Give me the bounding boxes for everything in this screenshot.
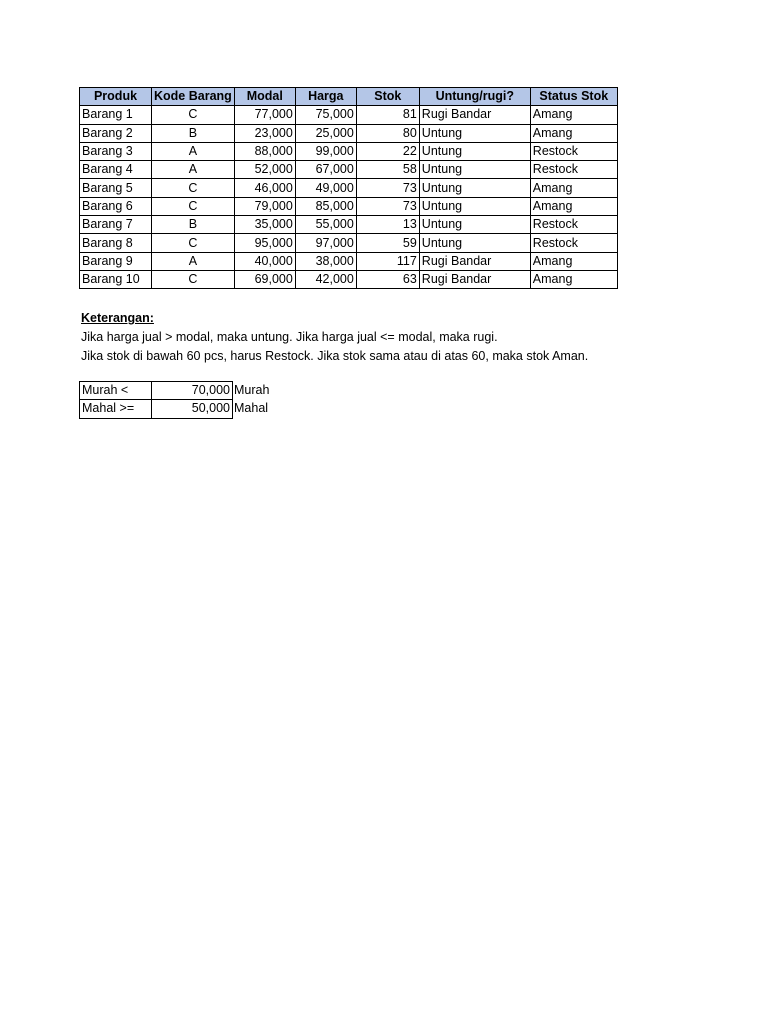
cell-modal[interactable]: 79,000	[234, 197, 295, 215]
cell-status-stok[interactable]: Restock	[530, 234, 617, 252]
cell-produk[interactable]: Barang 2	[80, 124, 152, 142]
cell-produk[interactable]: Barang 9	[80, 252, 152, 270]
table-row	[80, 179, 618, 197]
cell-untung-rugi[interactable]: Rugi Bandar	[419, 106, 530, 124]
table-row	[80, 382, 293, 400]
threshold-label[interactable]: Mahal >=	[80, 400, 152, 418]
cell-status-stok[interactable]: Restock	[530, 216, 617, 234]
table-row	[80, 197, 618, 215]
header-produk[interactable]: Produk	[80, 88, 152, 106]
threshold-result[interactable]: Mahal	[234, 401, 269, 416]
table-row	[80, 216, 618, 234]
cell-status-stok[interactable]: Restock	[530, 161, 617, 179]
cell-kode-barang[interactable]: C	[152, 197, 235, 215]
cell-produk[interactable]: Barang 7	[80, 216, 152, 234]
price-threshold-table	[79, 381, 293, 419]
cell-kode-barang[interactable]: C	[152, 234, 235, 252]
threshold-label[interactable]: Murah <	[80, 382, 152, 400]
cell-untung-rugi[interactable]: Rugi Bandar	[419, 252, 530, 270]
cell-harga[interactable]: 38,000	[295, 252, 356, 270]
threshold-value[interactable]: 70,000	[152, 382, 233, 400]
notes-line-stock[interactable]: Jika stok di bawah 60 pcs, harus Restock. Jika stok sama atau di atas 60, maka stok Aman.	[81, 349, 589, 363]
table-row	[80, 234, 618, 252]
cell-harga[interactable]: 25,000	[295, 124, 356, 142]
cell-status-stok[interactable]: Amang	[530, 252, 617, 270]
cell-produk[interactable]: Barang 8	[80, 234, 152, 252]
cell-status-stok[interactable]: Amang	[530, 270, 617, 288]
cell-produk[interactable]: Barang 6	[80, 197, 152, 215]
cell-modal[interactable]: 52,000	[234, 161, 295, 179]
cell-kode-barang[interactable]: C	[152, 106, 235, 124]
cell-harga[interactable]: 49,000	[295, 179, 356, 197]
cell-untung-rugi[interactable]: Untung	[419, 161, 530, 179]
header-untung-rugi[interactable]: Untung/rugi?	[419, 88, 530, 106]
cell-modal[interactable]: 95,000	[234, 234, 295, 252]
cell-modal[interactable]: 69,000	[234, 270, 295, 288]
table-row	[80, 161, 618, 179]
cell-kode-barang[interactable]: B	[152, 216, 235, 234]
cell-modal[interactable]: 46,000	[234, 179, 295, 197]
cell-stok[interactable]: 80	[356, 124, 419, 142]
cell-harga[interactable]: 97,000	[295, 234, 356, 252]
header-row	[80, 88, 618, 106]
cell-untung-rugi[interactable]: Untung	[419, 197, 530, 215]
cell-kode-barang[interactable]: A	[152, 161, 235, 179]
cell-harga[interactable]: 67,000	[295, 161, 356, 179]
cell-modal[interactable]: 23,000	[234, 124, 295, 142]
cell-stok[interactable]: 73	[356, 179, 419, 197]
header-modal[interactable]: Modal	[234, 88, 295, 106]
table-row	[80, 142, 618, 160]
cell-stok[interactable]: 63	[356, 270, 419, 288]
notes-heading[interactable]: Keterangan:	[81, 311, 154, 325]
cell-produk[interactable]: Barang 3	[80, 142, 152, 160]
cell-untung-rugi[interactable]: Untung	[419, 179, 530, 197]
cell-status-stok[interactable]: Amang	[530, 197, 617, 215]
cell-stok[interactable]: 117	[356, 252, 419, 270]
threshold-result[interactable]: Murah	[234, 383, 270, 398]
table-row	[80, 106, 618, 124]
cell-untung-rugi[interactable]: Untung	[419, 124, 530, 142]
header-stok[interactable]: Stok	[356, 88, 419, 106]
product-table	[79, 87, 618, 289]
cell-status-stok[interactable]: Amang	[530, 124, 617, 142]
cell-untung-rugi[interactable]: Untung	[419, 216, 530, 234]
cell-harga[interactable]: 42,000	[295, 270, 356, 288]
cell-untung-rugi[interactable]: Untung	[419, 234, 530, 252]
notes-section	[81, 309, 588, 366]
threshold-value[interactable]: 50,000	[152, 400, 233, 418]
table-row	[80, 124, 618, 142]
table-row	[80, 270, 618, 288]
header-kode-barang[interactable]: Kode Barang	[152, 88, 235, 106]
cell-produk[interactable]: Barang 5	[80, 179, 152, 197]
cell-produk[interactable]: Barang 1	[80, 106, 152, 124]
cell-stok[interactable]: 22	[356, 142, 419, 160]
cell-harga[interactable]: 99,000	[295, 142, 356, 160]
cell-modal[interactable]: 77,000	[234, 106, 295, 124]
cell-untung-rugi[interactable]: Untung	[419, 142, 530, 160]
cell-produk[interactable]: Barang 10	[80, 270, 152, 288]
notes-line-profit[interactable]: Jika harga jual > modal, maka untung. Jika harga jual <= modal, maka rugi.	[81, 330, 498, 344]
cell-kode-barang[interactable]: A	[152, 142, 235, 160]
header-harga[interactable]: Harga	[295, 88, 356, 106]
cell-produk[interactable]: Barang 4	[80, 161, 152, 179]
cell-modal[interactable]: 88,000	[234, 142, 295, 160]
cell-stok[interactable]: 59	[356, 234, 419, 252]
cell-kode-barang[interactable]: C	[152, 270, 235, 288]
cell-status-stok[interactable]: Restock	[530, 142, 617, 160]
cell-harga[interactable]: 75,000	[295, 106, 356, 124]
cell-modal[interactable]: 40,000	[234, 252, 295, 270]
cell-harga[interactable]: 55,000	[295, 216, 356, 234]
cell-stok[interactable]: 81	[356, 106, 419, 124]
cell-stok[interactable]: 13	[356, 216, 419, 234]
cell-status-stok[interactable]: Amang	[530, 106, 617, 124]
cell-stok[interactable]: 73	[356, 197, 419, 215]
cell-modal[interactable]: 35,000	[234, 216, 295, 234]
cell-harga[interactable]: 85,000	[295, 197, 356, 215]
cell-kode-barang[interactable]: B	[152, 124, 235, 142]
table-row	[80, 252, 618, 270]
cell-untung-rugi[interactable]: Rugi Bandar	[419, 270, 530, 288]
cell-kode-barang[interactable]: A	[152, 252, 235, 270]
table-row	[80, 400, 293, 418]
cell-status-stok[interactable]: Amang	[530, 179, 617, 197]
cell-kode-barang[interactable]: C	[152, 179, 235, 197]
cell-stok[interactable]: 58	[356, 161, 419, 179]
header-status-stok[interactable]: Status Stok	[530, 88, 617, 106]
